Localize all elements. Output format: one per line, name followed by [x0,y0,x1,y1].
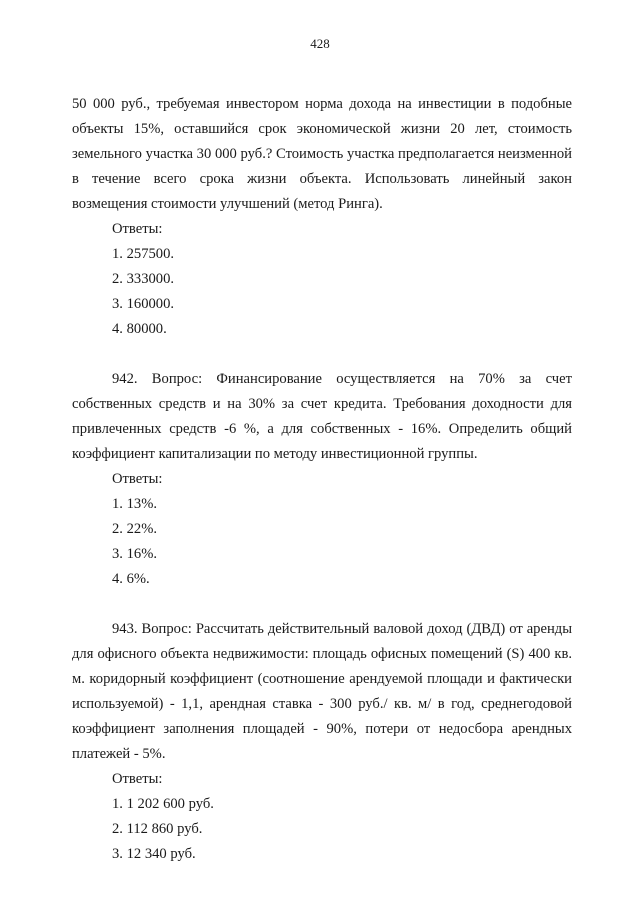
question-943-answer-3: 3. 12 340 руб. [112,846,196,862]
spacer [72,342,572,367]
question-943-text: 943. Вопрос: Рассчитать действительный валовой доход (ДВД) от аренды для офисного объекта недвижимости: площадь офисных помещений (S) 400 кв. м. коридорный коэффициент (соотношение арендуемой площади и фактически используемой) - 1,1, арендная ставка - 300 руб./ кв. м/ в год, среднегодовой коэффициент заполнения площадей - 90%, потери от недосбора арендных платежей - 5%. [72,621,572,762]
question-942-answers-title: Ответы: [112,471,163,487]
question-943-answers-title: Ответы: [112,771,163,787]
question-942-answer-1: 1. 13%. [112,496,157,512]
question-941-answer-2: 2. 333000. [112,271,175,287]
question-941-block [72,92,572,342]
question-942-answer-2: 2. 22%. [112,521,157,537]
spacer [72,592,572,617]
question-941-answers-title: Ответы: [112,221,163,237]
question-943-answer-2: 2. 112 860 руб. [112,821,203,837]
question-942-text: 942. Вопрос: Финансирование осуществляется на 70% за счет собственных средств и на 30% за счет кредита. Требования доходности для привлеченных средств -6 %, а для собственных - 16%. Определить общий коэффициент капитализации по методу инвестиционной группы. [72,371,572,462]
question-943-answer-1: 1. 1 202 600 руб. [112,796,214,812]
question-942-answer-4: 4. 6%. [112,571,150,587]
question-941-answer-4: 4. 80000. [112,321,167,337]
question-941-answer-3: 3. 160000. [112,296,175,312]
page-number: 428 [310,36,330,51]
question-941-answer-1: 1. 257500. [112,246,175,262]
question-942-answer-3: 3. 16%. [112,546,157,562]
question-943-block [72,617,572,867]
question-942-block [72,367,572,592]
question-941-text: 50 000 руб., требуемая инвестором норма дохода на инвестиции в подобные объекты 15%, оставшийся срок экономической жизни 20 лет, стоимость земельного участка 30 000 руб.? Стоимость участка предполагается неизменной в течение всего срока жизни объекта. Использовать линейный закон возмещения стоимости улучшений (метод Ринга). [72,96,572,212]
document-body [72,92,572,867]
